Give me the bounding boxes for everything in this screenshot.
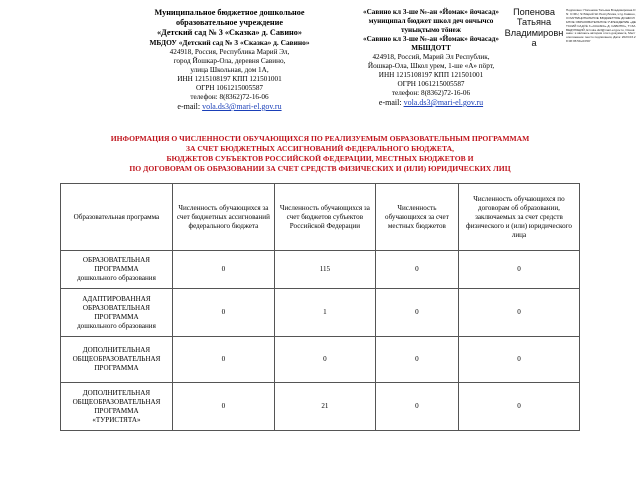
value-federal: 0 (172, 337, 274, 383)
value-paid: 0 (458, 337, 579, 383)
header-local-budget: Численность обучающихся за счет местных бюджетов (375, 184, 458, 251)
value-paid: 0 (458, 251, 579, 289)
org-inn: ИНН 1215108197 КПП 121501001 (177, 75, 282, 83)
email-link[interactable]: vola.ds3@mari-el.gov.ru (403, 98, 484, 107)
title-line2: ЗА СЧЕТ БЮДЖЕТНЫХ АССИГНОВАНИЙ ФЕДЕРАЛЬНОГО БЮДЖЕТА, (185, 144, 455, 153)
value-local: 0 (375, 337, 458, 383)
header-regional-budget: Численность обучающихся за счет бюджетов субъектов Российской Федерации (274, 184, 375, 251)
value-federal: 0 (172, 289, 274, 337)
table-header-row (61, 184, 580, 251)
title-line3: БЮДЖЕТОВ СУБЪЕКТОВ РОССИЙСКОЙ ФЕДЕРАЦИИ, МЕСТНЫХ БЮДЖЕТОВ И (166, 154, 474, 163)
mari-name-line1: «Савино кл 3-ше №-ан «Йомак» йочасад» (362, 8, 499, 16)
org-name-line2: образовательное учреждение (175, 18, 284, 27)
mari-phone: телефон: 8(8362)72-16-06 (391, 89, 471, 97)
value-local: 0 (375, 289, 458, 337)
value-local: 0 (375, 383, 458, 431)
mari-ogrn: ОГРН 1061215005587 (397, 80, 465, 88)
mari-address-line1: 424918, Россий, Марий Эл Республик, (372, 53, 490, 61)
org-short-name: МБДОУ «Детский сад № 3 «Сказка» д. Савино» (149, 38, 310, 47)
org-name-line3: «Детский сад № 3 «Сказка» д. Савино» (157, 28, 302, 37)
org-ogrn: ОГРН 1061215005587 (195, 84, 264, 92)
mari-short-name: МБШДОТТ (411, 44, 451, 52)
value-regional: 21 (274, 383, 375, 431)
value-paid: 0 (458, 383, 579, 431)
mari-name-line2: муниципал бюджет школ деч ончычсо (368, 17, 494, 25)
document-title (60, 134, 580, 174)
value-regional: 115 (274, 251, 375, 289)
signer-patronymic-end: а (531, 38, 537, 49)
org-name-line1: Муниципальное бюджетное дошкольное (154, 8, 305, 17)
org-address-line3: улица Школьная, дом 1А, (190, 66, 269, 74)
signer-surname: Попенова (513, 7, 555, 17)
org-email-row (122, 102, 337, 111)
org-address-line2: город Йошкар-Ола, деревня Савино, (173, 57, 286, 65)
org-phone: телефон: 8(8362)72-16-06 (190, 93, 269, 101)
header-federal-budget: Численность обучающихся за счет бюджетных ассигнований федерального бюджета (172, 184, 274, 251)
mari-name-line4: «Савино кл 3-ше №-ан «Йомак» йочасад» (362, 35, 499, 43)
organization-header-russian (122, 8, 337, 111)
program-cell (61, 289, 173, 337)
header-program: Образовательная программа (61, 184, 173, 251)
signer-first-name: Татьяна (516, 17, 552, 28)
program-cell (61, 337, 173, 383)
value-local: 0 (375, 251, 458, 289)
digital-signature-name (503, 7, 565, 49)
organization-header-mari (352, 8, 510, 107)
table-row (61, 289, 580, 337)
program-name: ДОПОЛНИТЕЛЬНАЯ ОБЩЕОБРАЗОВАТЕЛЬНАЯ ПРОГРАММА (72, 388, 161, 415)
table-row (61, 251, 580, 289)
title-line1: ИНФОРМАЦИЯ О ЧИСЛЕННОСТИ ОБУЧАЮЩИХСЯ ПО РЕАЛИЗУЕМЫМ ОБРАЗОВАТЕЛЬНЫМ ПРОГРАММАМ (110, 134, 530, 143)
email-label: e-mail: (378, 98, 402, 107)
header-paid-contracts: Численность обучающихся по договорам об образовании, заключаемых за счет средств физического и (или) юридического лица (458, 184, 579, 251)
program-name: ДОПОЛНИТЕЛЬНАЯ ОБЩЕОБРАЗОВАТЕЛЬНАЯ ПРОГРАММА (72, 346, 161, 372)
enrollment-table (60, 183, 580, 431)
mari-name-line3: тунықтымо тӧнеж (401, 26, 461, 34)
signer-patronymic: Владимировн (504, 27, 564, 38)
program-name: АДАПТИРОВАННАЯ ОБРАЗОВАТЕЛЬНАЯ ПРОГРАММА (82, 294, 151, 321)
value-paid: 0 (458, 289, 579, 337)
digital-signature-details: Подписано: Попенова Татьяна Владимировна DN: C=RU, S=Марий Эл Республика, L=д.Савино, O=МУНИЦИПАЛЬНОЕ БЮДЖЕТНОЕ ДОШКОЛЬНОЕ ОБРАЗОВАТЕЛЬНОЕ УЧРЕЖДЕНИЕ «ДЕТСКИЙ САД № 3 «СКАЗКА» Д. САВИНО», T=ЗАВЕДУЮЩИЙ, E=vola.ds3@mari-el.gov.ru, Основание: я являюсь автором этого документа, Местоположение: место подписания, Дата: 2023.03.28 08:35:59+03'00' (566, 8, 636, 44)
mari-email-row (352, 98, 510, 107)
program-cell (61, 251, 173, 289)
value-federal: 0 (172, 251, 274, 289)
table-row (61, 337, 580, 383)
title-line4: ПО ДОГОВОРАМ ОБ ОБРАЗОВАНИИ ЗА СЧЕТ СРЕДСТВ ФИЗИЧЕСКИХ И (ИЛИ) ЮРИДИЧЕСКИХ ЛИЦ (129, 164, 511, 173)
program-subtitle: дошкольного образования (77, 321, 156, 330)
org-address-line1: 424918, Россия, Республика Марий Эл, (169, 48, 290, 56)
value-federal: 0 (172, 383, 274, 431)
mari-address-line2: Йошкар-Ола, Школ урем, 1-ше «А» пӧрт, (367, 62, 495, 70)
table-row (61, 383, 580, 431)
value-regional: 1 (274, 289, 375, 337)
program-subtitle: дошкольного образования (77, 274, 156, 282)
program-subtitle: «ТУРИСТЯТА» (92, 415, 141, 424)
program-cell (61, 383, 173, 431)
email-link[interactable]: vola.ds3@mari-el.gov.ru (202, 102, 282, 111)
program-name: ОБРАЗОВАТЕЛЬНАЯ ПРОГРАММА (82, 256, 150, 273)
value-regional: 0 (274, 337, 375, 383)
mari-inn: ИНН 1215108197 КПП 121501001 (378, 71, 484, 79)
email-label: e-mail: (177, 102, 201, 111)
